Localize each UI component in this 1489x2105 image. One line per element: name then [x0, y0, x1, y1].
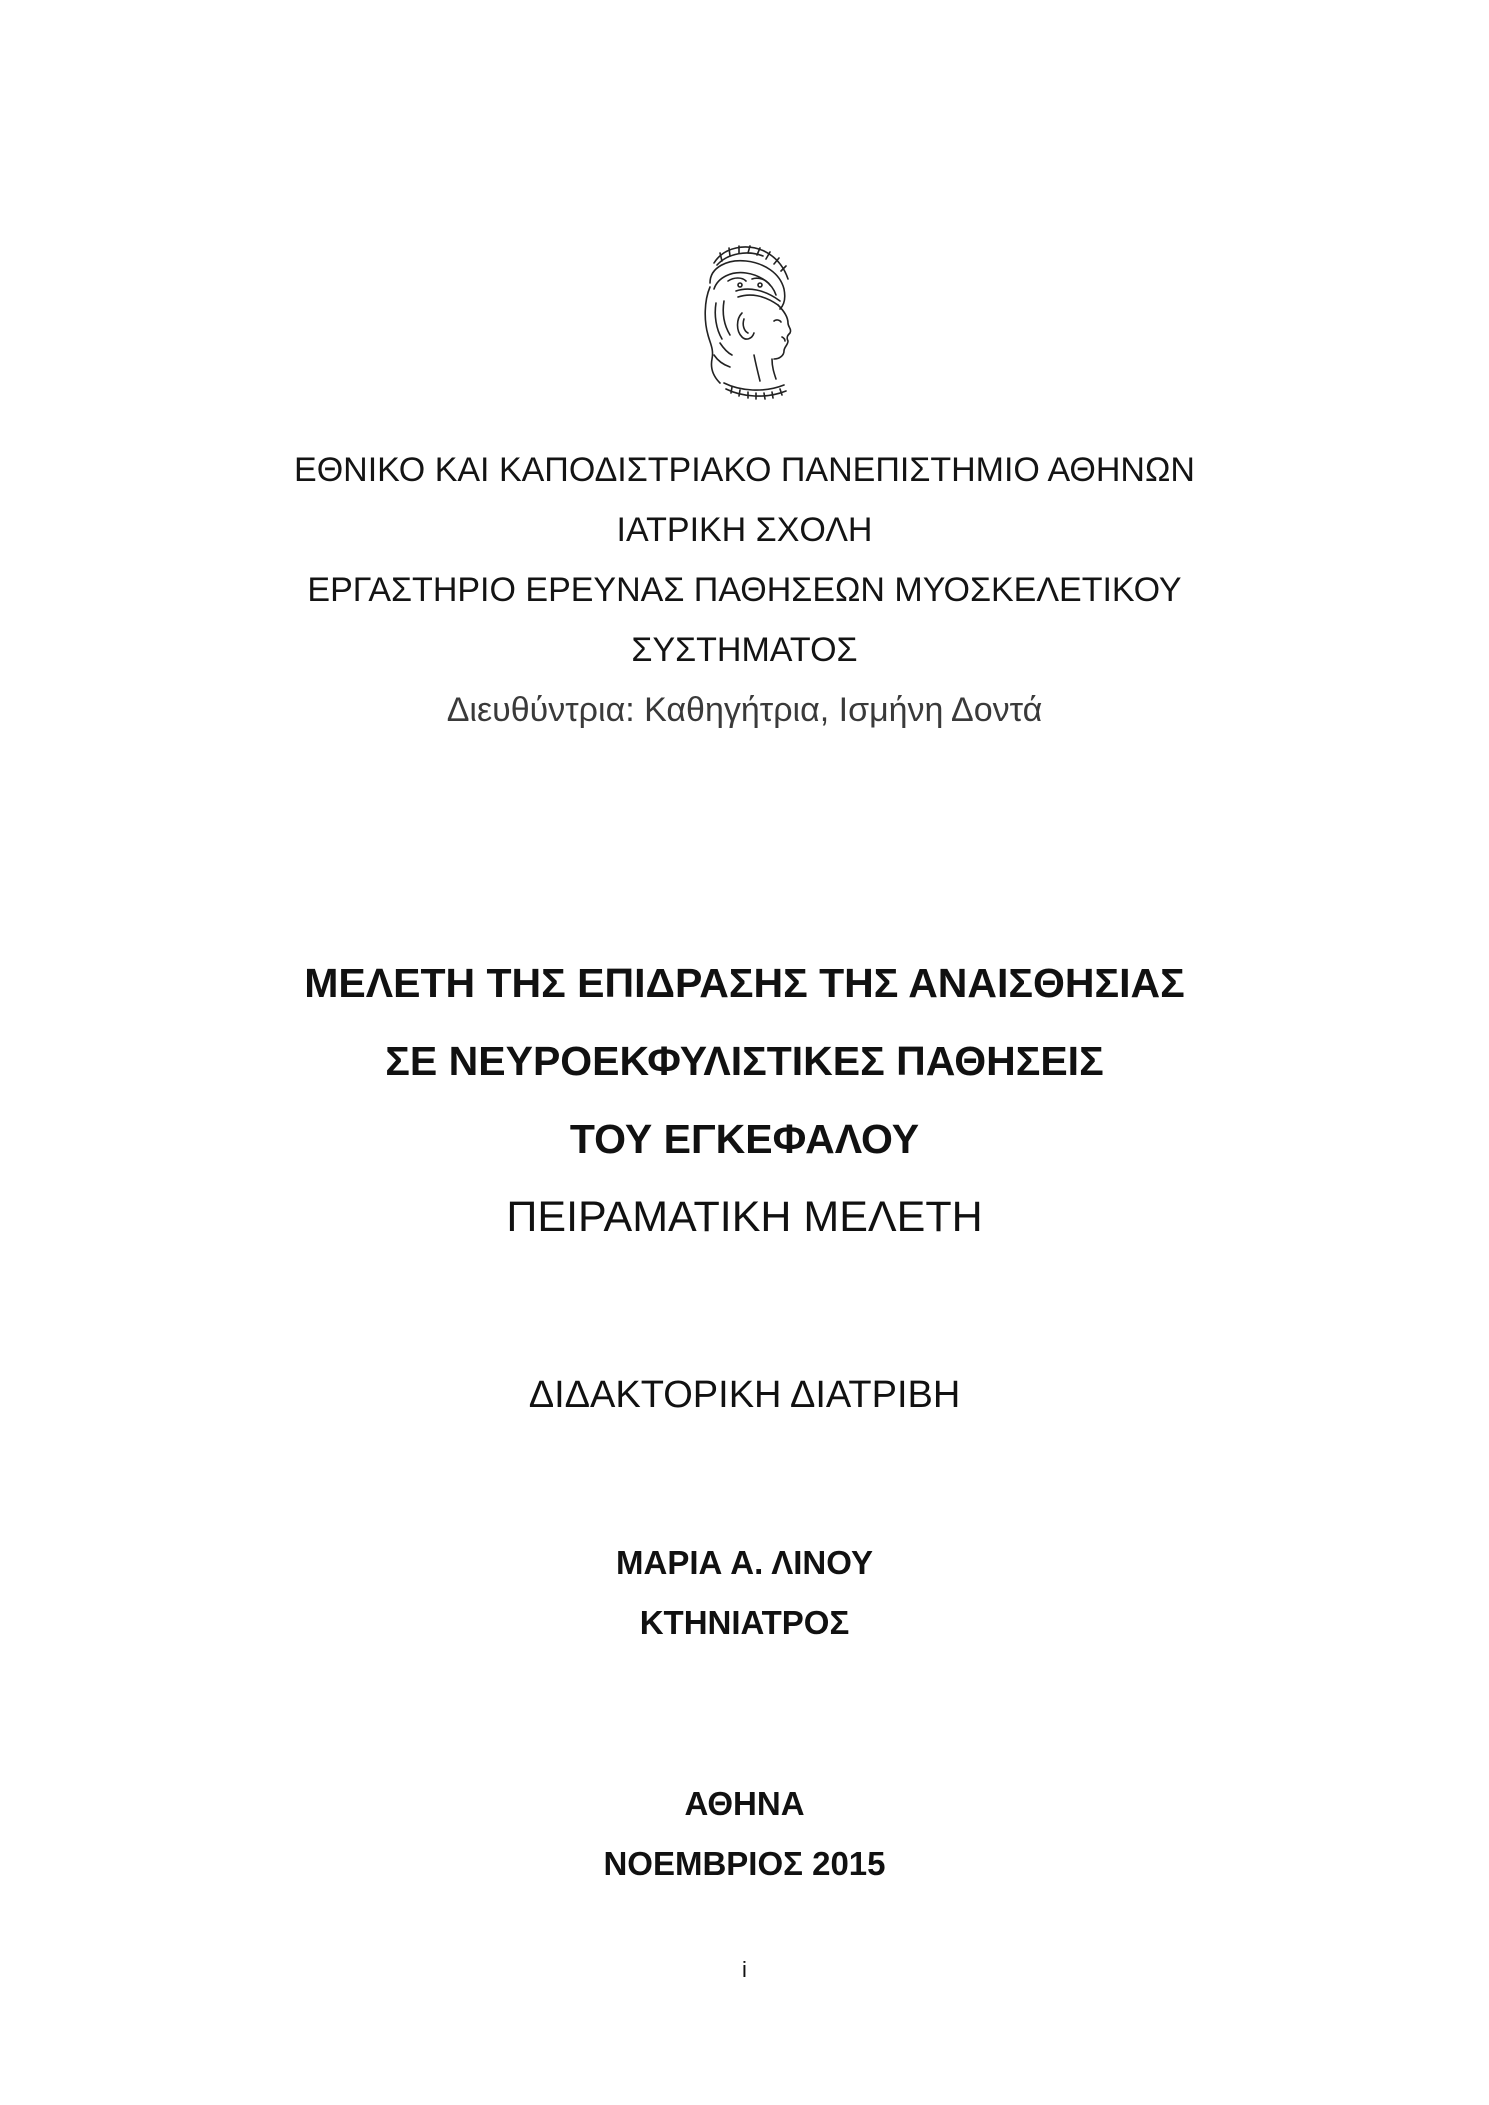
author-name: ΜΑΡΙΑ Α. ΛΙΝΟΥ	[616, 1544, 873, 1581]
lab-name-line-1: ΕΡΓΑΣΤΗΡΙΟ ΕΡΕΥΝΑΣ ΠΑΘΗΣΕΩΝ ΜΥΟΣΚΕΛΕΤΙΚΟΥ	[307, 571, 1182, 609]
school-name: ΙΑΤΡΙΚΗ ΣΧΟΛΗ	[616, 511, 873, 549]
city: ΑΘΗΝΑ	[684, 1785, 805, 1822]
thesis-subtitle: ΠΕΙΡΑΜΑΤΙΚΗ ΜΕΛΕΤΗ	[506, 1193, 983, 1241]
page-number: i	[742, 1957, 747, 1982]
thesis-title-line-1: ΜΕΛΕΤΗ ΤΗΣ ΕΠΙΔΡΑΣΗΣ ΤΗΣ ΑΝΑΙΣΘΗΣΙΑΣ	[304, 960, 1185, 1006]
director-line: Διευθύντρια: Καθηγήτρια, Ισμήνη Δοντά	[446, 691, 1043, 729]
university-name: ΕΘΝΙΚΟ ΚΑΙ ΚΑΠΟΔΙΣΤΡΙΑΚΟ ΠΑΝΕΠΙΣΤΗΜΙΟ ΑΘΗΝΩΝ	[294, 451, 1195, 489]
thesis-title-line-3: ΤΟΥ ΕΓΚΕΦΑΛΟΥ	[569, 1116, 920, 1162]
thesis-title-line-2: ΣΕ ΝΕΥΡΟΕΚΦΥΛΙΣΤΙΚΕΣ ΠΑΘΗΣΕΙΣ	[385, 1038, 1104, 1084]
athena-head-emblem-icon	[684, 243, 804, 403]
date: ΝΟΕΜΒΡΙΟΣ 2015	[603, 1845, 886, 1882]
lab-name-line-2: ΣΥΣΤΗΜΑΤΟΣ	[631, 631, 858, 669]
author-profession: ΚΤΗΝΙΑΤΡΟΣ	[639, 1604, 850, 1641]
thesis-type: ΔΙΔΑΚΤΟΡΙΚΗ ΔΙΑΤΡΙΒΗ	[528, 1374, 961, 1416]
